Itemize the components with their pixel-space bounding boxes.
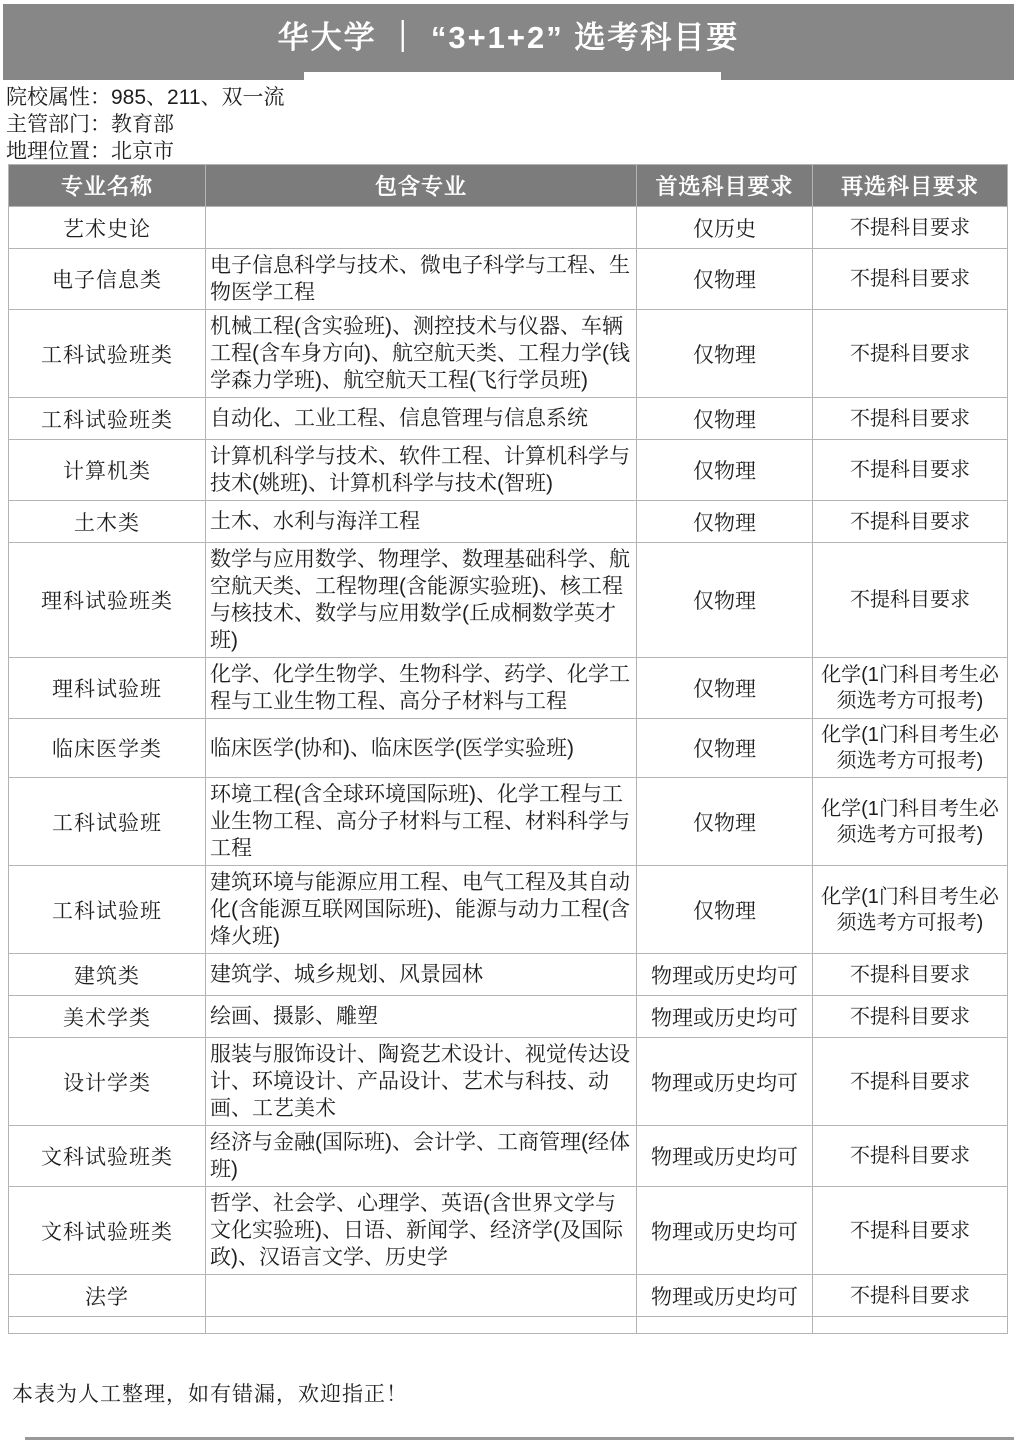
cell-second: 不提科目要求	[813, 1126, 1008, 1187]
requirements-table-body	[9, 207, 1008, 1334]
cell-major: 电子信息类	[9, 249, 206, 310]
cell-second: 不提科目要求	[813, 1275, 1008, 1317]
cell-includes: 环境工程(含全球环境国际班)、化学工程与工业生物工程、高分子材料与工程、材料科学与工程	[206, 778, 637, 866]
cell-first: 物理或历史均可	[637, 996, 813, 1038]
cell-first: 仅物理	[637, 501, 813, 543]
cell-includes: 服装与服饰设计、陶瓷艺术设计、视觉传达设计、环境设计、产品设计、艺术与科技、动画、工艺美术	[206, 1038, 637, 1126]
cell-includes	[206, 1317, 637, 1334]
col-header-includes: 包含专业	[206, 165, 637, 207]
cell-first	[637, 1317, 813, 1334]
cell-includes: 建筑学、城乡规划、风景园林	[206, 954, 637, 996]
cell-major: 建筑类	[9, 954, 206, 996]
cell-major	[9, 1317, 206, 1334]
cell-includes: 计算机科学与技术、软件工程、计算机科学与技术(姚班)、计算机科学与技术(智班)	[206, 440, 637, 501]
cell-second: 化学(1门科目考生必须选考方可报考)	[813, 719, 1008, 778]
table-row	[9, 719, 1008, 778]
cell-second: 不提科目要求	[813, 310, 1008, 398]
cell-includes: 机械工程(含实验班)、测控技术与仪器、车辆工程(含车身方向)、航空航天类、工程力学(钱学森力学班)、航空航天工程(飞行学员班)	[206, 310, 637, 398]
cell-second: 不提科目要求	[813, 954, 1008, 996]
school-info	[6, 84, 285, 165]
col-header-major: 专业名称	[9, 165, 206, 207]
table-row	[9, 501, 1008, 543]
banner-notch	[304, 72, 721, 80]
cell-first: 物理或历史均可	[637, 1275, 813, 1317]
cell-major: 工科试验班类	[9, 398, 206, 440]
cell-includes: 化学、化学生物学、生物科学、药学、化学工程与工业生物工程、高分子材料与工程	[206, 658, 637, 719]
table-row	[9, 1126, 1008, 1187]
cell-includes: 自动化、工业工程、信息管理与信息系统	[206, 398, 637, 440]
cell-major: 计算机类	[9, 440, 206, 501]
cell-major: 理科试验班类	[9, 543, 206, 658]
cell-includes: 建筑环境与能源应用工程、电气工程及其自动化(含能源互联网国际班)、能源与动力工程(含烽火班)	[206, 866, 637, 954]
cell-second: 不提科目要求	[813, 543, 1008, 658]
cell-includes: 临床医学(协和)、临床医学(医学实验班)	[206, 719, 637, 778]
cell-includes: 土木、水利与海洋工程	[206, 501, 637, 543]
cell-first: 仅物理	[637, 398, 813, 440]
cell-second: 不提科目要求	[813, 1187, 1008, 1275]
cell-first: 物理或历史均可	[637, 1038, 813, 1126]
cell-first: 物理或历史均可	[637, 954, 813, 996]
table-row	[9, 778, 1008, 866]
cell-first: 物理或历史均可	[637, 1187, 813, 1275]
cell-second: 不提科目要求	[813, 249, 1008, 310]
cell-first: 仅物理	[637, 543, 813, 658]
cell-second	[813, 1317, 1008, 1334]
cell-major: 文科试验班类	[9, 1126, 206, 1187]
table-row	[9, 866, 1008, 954]
col-header-first-subject: 首选科目要求	[637, 165, 813, 207]
cell-second: 不提科目要求	[813, 440, 1008, 501]
cell-first: 仅物理	[637, 249, 813, 310]
cell-major: 法学	[9, 1275, 206, 1317]
cell-major: 土木类	[9, 501, 206, 543]
table-row	[9, 249, 1008, 310]
cell-second: 化学(1门科目考生必须选考方可报考)	[813, 866, 1008, 954]
table-header-row	[9, 165, 1008, 207]
cell-includes: 数学与应用数学、物理学、数理基础科学、航空航天类、工程物理(含能源实验班)、核工程与核技术、数学与应用数学(丘成桐数学英才班)	[206, 543, 637, 658]
col-header-second-subject: 再选科目要求	[813, 165, 1008, 207]
cell-first: 仅物理	[637, 310, 813, 398]
cell-second: 不提科目要求	[813, 501, 1008, 543]
cell-first: 仅历史	[637, 207, 813, 249]
cell-includes: 电子信息科学与技术、微电子科学与工程、生物医学工程	[206, 249, 637, 310]
table-row	[9, 310, 1008, 398]
cell-second: 不提科目要求	[813, 398, 1008, 440]
cell-first: 仅物理	[637, 866, 813, 954]
table-row	[9, 1038, 1008, 1126]
cell-major: 临床医学类	[9, 719, 206, 778]
cell-second: 不提科目要求	[813, 996, 1008, 1038]
table-row	[9, 398, 1008, 440]
cell-first: 仅物理	[637, 778, 813, 866]
cell-major: 文科试验班类	[9, 1187, 206, 1275]
cell-major: 艺术史论	[9, 207, 206, 249]
cell-major: 理科试验班	[9, 658, 206, 719]
info-line-location: 地理位置：北京市	[6, 140, 174, 163]
cell-second: 化学(1门科目考生必须选考方可报考)	[813, 658, 1008, 719]
cell-major: 工科试验班	[9, 866, 206, 954]
info-line-department: 主管部门：教育部	[6, 113, 174, 136]
table-row	[9, 1317, 1008, 1334]
cell-major: 工科试验班	[9, 778, 206, 866]
cell-first: 物理或历史均可	[637, 1126, 813, 1187]
cell-major: 设计学类	[9, 1038, 206, 1126]
info-line-school-attribute: 院校属性：985、211、双一流	[6, 86, 285, 109]
title-banner	[3, 4, 1014, 80]
table-row	[9, 996, 1008, 1038]
cell-second: 不提科目要求	[813, 1038, 1008, 1126]
cell-includes	[206, 207, 637, 249]
cell-second: 不提科目要求	[813, 207, 1008, 249]
table-row	[9, 954, 1008, 996]
cell-includes: 绘画、摄影、雕塑	[206, 996, 637, 1038]
table-row	[9, 658, 1008, 719]
page-title: 华大学 ｜ “3+1+2” 选考科目要	[277, 20, 740, 55]
requirements-table	[8, 164, 1008, 1334]
table-row	[9, 1187, 1008, 1275]
table-row	[9, 1275, 1008, 1317]
cell-second: 化学(1门科目考生必须选考方可报考)	[813, 778, 1008, 866]
cell-includes: 哲学、社会学、心理学、英语(含世界文学与文化实验班)、日语、新闻学、经济学(及国际政)、汉语言文学、历史学	[206, 1187, 637, 1275]
table-row	[9, 440, 1008, 501]
cell-first: 仅物理	[637, 658, 813, 719]
bottom-divider	[25, 1437, 1014, 1440]
table-wrapper	[8, 164, 1008, 1334]
cell-includes: 经济与金融(国际班)、会计学、工商管理(经体班)	[206, 1126, 637, 1187]
footer-note: 本表为人工整理，如有错漏，欢迎指正！	[12, 1383, 408, 1406]
table-row	[9, 543, 1008, 658]
cell-first: 仅物理	[637, 440, 813, 501]
cell-major: 工科试验班类	[9, 310, 206, 398]
cell-includes	[206, 1275, 637, 1317]
cell-major: 美术学类	[9, 996, 206, 1038]
table-row	[9, 207, 1008, 249]
cell-first: 仅物理	[637, 719, 813, 778]
